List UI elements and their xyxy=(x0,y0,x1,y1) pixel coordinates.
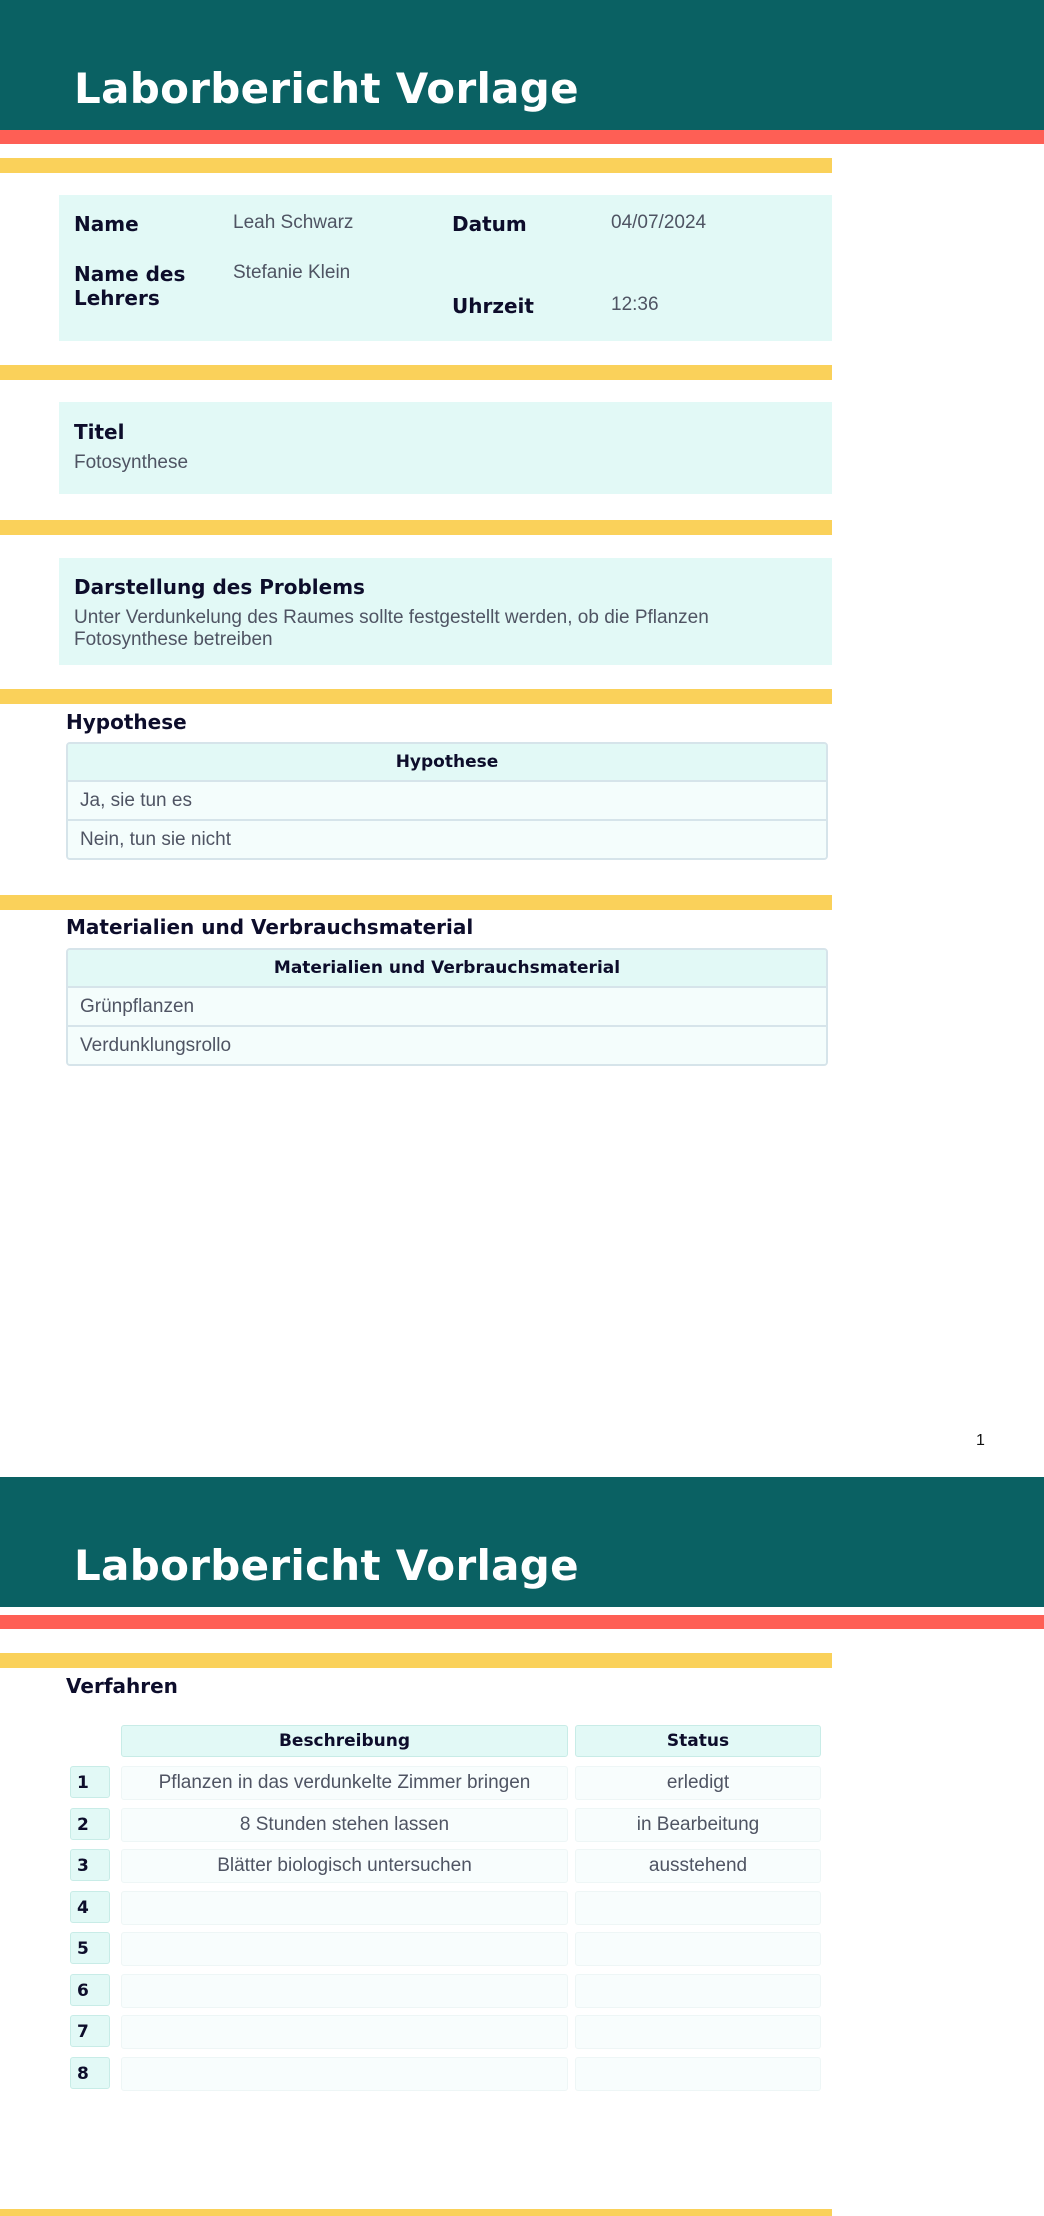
procedure-row-number: 3 xyxy=(70,1849,110,1881)
page1-red-divider xyxy=(0,130,1044,144)
info-card xyxy=(59,195,832,341)
page2-header xyxy=(0,1477,1044,1607)
procedure-description-cell: Blätter biologisch untersuchen xyxy=(121,1849,568,1883)
procedure-status-cell xyxy=(575,1891,821,1925)
procedure-description-cell xyxy=(121,2015,568,2049)
page2-title: Laborbericht Vorlage xyxy=(74,1541,579,1590)
title-label: Titel xyxy=(74,420,125,444)
materials-table xyxy=(66,948,828,1066)
page1-header xyxy=(0,0,1044,130)
procedure-status-cell xyxy=(575,1932,821,1966)
teacher-value: Stefanie Klein xyxy=(233,262,351,283)
problem-label: Darstellung des Problems xyxy=(74,575,365,599)
procedure-description-cell xyxy=(121,1891,568,1925)
date-value: 04/07/2024 xyxy=(611,212,707,233)
teacher-label-line1: Name des xyxy=(74,262,186,286)
procedure-status-cell: erledigt xyxy=(575,1766,821,1800)
procedure-status-cell xyxy=(575,2057,821,2091)
table-header: Hypothese xyxy=(68,744,826,782)
time-value: 12:36 xyxy=(611,294,659,315)
table-row: Nein, tun sie nicht xyxy=(68,821,826,858)
procedure-row-number: 5 xyxy=(70,1932,110,1964)
procedure-col-description: Beschreibung xyxy=(121,1725,568,1757)
divider-yellow xyxy=(0,520,832,535)
table-header: Materialien und Verbrauchsmaterial xyxy=(68,950,826,988)
procedure-row-number: 6 xyxy=(70,1974,110,2006)
teacher-label-line2: Lehrers xyxy=(74,286,160,310)
procedure-description-cell xyxy=(121,1974,568,2008)
procedure-status-cell xyxy=(575,2015,821,2049)
page1-title: Laborbericht Vorlage xyxy=(74,64,579,113)
procedure-row-number: 8 xyxy=(70,2057,110,2089)
divider-yellow xyxy=(0,158,832,173)
procedure-description-cell: 8 Stunden stehen lassen xyxy=(121,1808,568,1842)
divider-yellow xyxy=(0,895,832,910)
procedure-row-number: 1 xyxy=(70,1766,110,1798)
procedure-status-cell: ausstehend xyxy=(575,1849,821,1883)
materials-section-title: Materialien und Verbrauchsmaterial xyxy=(66,915,474,939)
table-row: Grünpflanzen xyxy=(68,988,826,1027)
problem-text-line2: Fotosynthese betreiben xyxy=(74,629,273,650)
problem-text-line1: Unter Verdunkelung des Raumes sollte festgestellt werden, ob die Pflanzen xyxy=(74,607,709,628)
divider-yellow xyxy=(0,2209,832,2216)
page-number: 1 xyxy=(976,1432,985,1449)
table-row: Ja, sie tun es xyxy=(68,782,826,821)
procedure-section-title: Verfahren xyxy=(66,1674,178,1698)
divider-yellow xyxy=(0,689,832,704)
procedure-status-cell xyxy=(575,1974,821,2008)
procedure-row-number: 2 xyxy=(70,1808,110,1840)
title-value: Fotosynthese xyxy=(74,452,189,473)
table-row: Verdunklungsrollo xyxy=(68,1027,826,1064)
name-value: Leah Schwarz xyxy=(233,212,354,233)
page2-red-divider xyxy=(0,1615,1044,1629)
hypothesis-section-title: Hypothese xyxy=(66,710,187,734)
title-card xyxy=(59,402,832,494)
problem-card xyxy=(59,558,832,665)
procedure-description-cell xyxy=(121,2057,568,2091)
hypothesis-table xyxy=(66,742,828,860)
procedure-row-number: 4 xyxy=(70,1891,110,1923)
procedure-row-number: 7 xyxy=(70,2015,110,2047)
procedure-description-cell: Pflanzen in das verdunkelte Zimmer bringen xyxy=(121,1766,568,1800)
time-label: Uhrzeit xyxy=(452,294,534,318)
divider-yellow xyxy=(0,1653,832,1668)
date-label: Datum xyxy=(452,212,527,236)
procedure-col-status: Status xyxy=(575,1725,821,1757)
procedure-description-cell xyxy=(121,1932,568,1966)
divider-yellow xyxy=(0,365,832,380)
name-label: Name xyxy=(74,212,139,236)
procedure-status-cell: in Bearbeitung xyxy=(575,1808,821,1842)
